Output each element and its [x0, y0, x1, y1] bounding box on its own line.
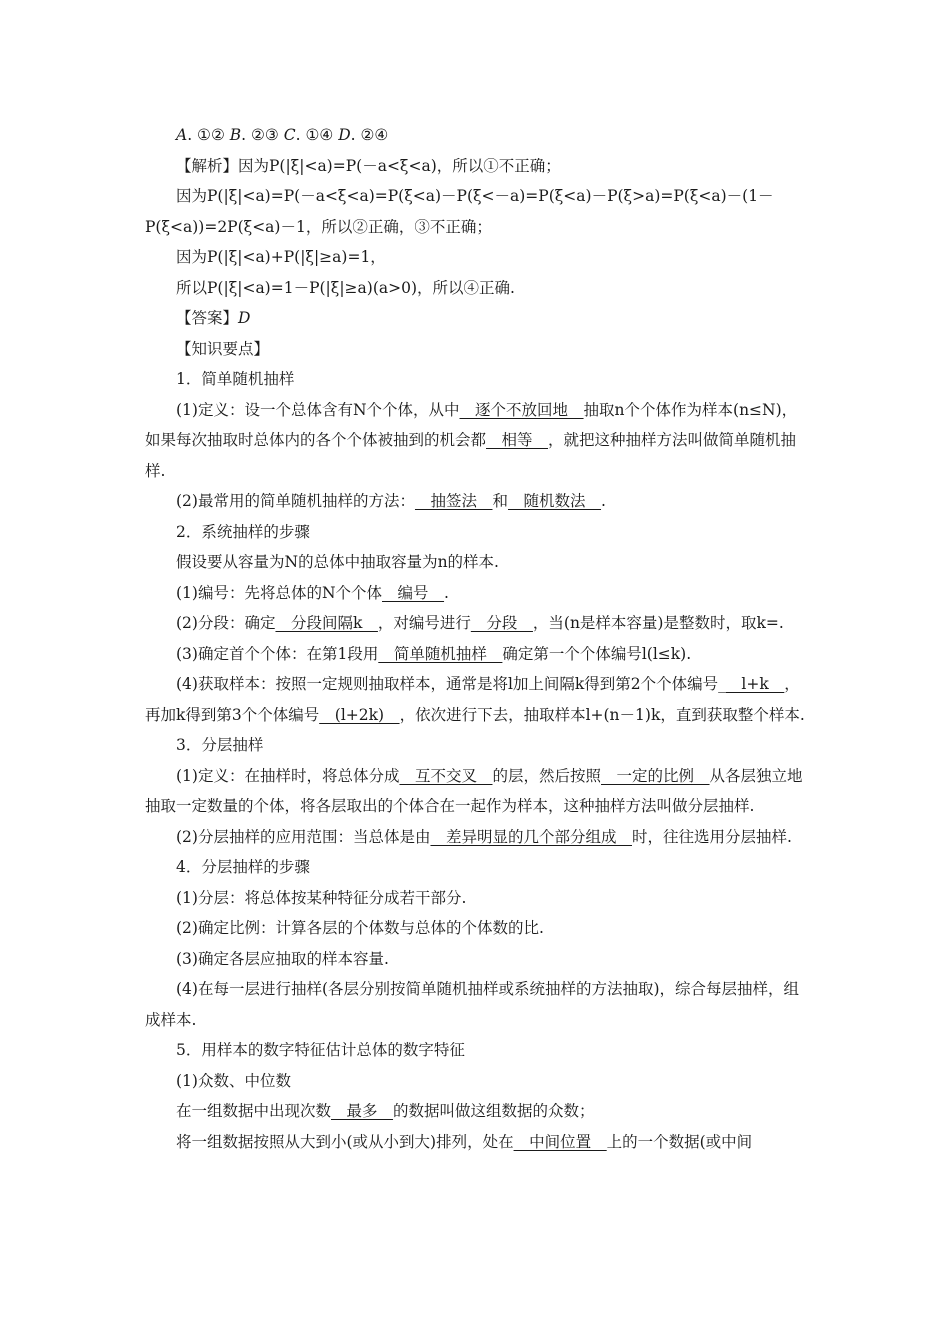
text-segment: 【知识要点】 — [176, 339, 270, 358]
para-2-2 — [145, 608, 810, 639]
text-segment: (2)分段：确定 — [176, 614, 276, 632]
analysis-line-1 — [145, 151, 810, 182]
text-segment: 因为P(|ξ|<a)=P(－a<ξ<a)=P(ξ<a)－P(ξ<－a)=P(ξ<a)－P(ξ>a)=P(ξ<a)－(1－P(ξ<a))=2P(ξ<a)－1，所以②正确，③不正确； — [145, 187, 774, 236]
text-segment: (1)分层：将总体按某种特征分成若干部分. — [176, 888, 467, 907]
text-segment: 3．分层抽样 — [176, 736, 264, 754]
para-1-2 — [145, 486, 810, 517]
text-segment: (4)在每一层进行抽样(各层分别按简单随机抽样或系统抽样的方法抽取)，综合每层抽样，组成样本. — [145, 980, 800, 1029]
para-3-2 — [145, 822, 810, 853]
text-segment: 上的一个数据(或中间 — [606, 1132, 753, 1151]
text-segment: D — [338, 126, 351, 144]
text-segment: (2)分层抽样的应用范围：当总体是由 — [176, 827, 431, 846]
answer-blank: __互不交叉__ — [399, 766, 493, 785]
answer-blank: __编号__ — [382, 583, 445, 602]
para-1-1 — [145, 395, 810, 487]
text-segment: 5．用样本的数字特征估计总体的数字特征 — [176, 1041, 465, 1059]
answer-blank: __l+k__ — [725, 675, 785, 693]
para-2-3 — [145, 639, 810, 670]
heading-1 — [145, 364, 810, 395]
text-segment: 的层，然后按照 — [492, 766, 601, 785]
text-segment: 4．分层抽样的步骤 — [176, 858, 310, 876]
text-segment: 将一组数据按照从大到小(或从小到大)排列，处在 — [176, 1132, 514, 1151]
text-segment: 【答案】 — [176, 309, 239, 327]
text-segment: . ①② — [187, 126, 230, 144]
text-segment: (4)获取样本：按照一定规则抽取样本，通常是将l加上间隔k得到第2个个体编号_ — [176, 675, 726, 693]
text-segment: ，当(n是样本容量)是整数时，取k=. — [532, 614, 784, 632]
text-segment: ，依次进行下去，抽取样本l+(n－1)k，直到获取整个样本. — [399, 705, 805, 724]
heading-4 — [145, 852, 810, 883]
answer-blank: __一定的比例__ — [601, 766, 710, 785]
para-5-1 — [145, 1066, 810, 1097]
heading-5 — [145, 1035, 810, 1066]
para-3-1 — [145, 761, 810, 822]
answer-blank: __差异明显的几个部分组成__ — [430, 827, 632, 846]
analysis-line-3 — [145, 242, 810, 273]
heading-3 — [145, 730, 810, 761]
choices-line — [145, 120, 810, 151]
text-segment: . — [444, 583, 449, 602]
text-segment: C — [283, 126, 296, 144]
text-segment: 时，往往选用分层抽样. — [631, 827, 792, 846]
text-segment: (1)众数、中位数 — [176, 1071, 291, 1090]
para-4-3 — [145, 944, 810, 975]
text-segment: 【解析】因为P(|ξ|<a)=P(－a<ξ<a)，所以①不正确； — [176, 156, 561, 175]
text-segment: 抽取n个个体作为样本(n≤N)，如果每次抽取时总体内的各个个体被抽到的机会都 — [145, 400, 798, 449]
answer-blank: __相等__ — [486, 431, 549, 449]
text-segment: 所以P(|ξ|<a)=1－P(|ξ|≥a)(a>0)，所以④正确. — [176, 278, 515, 297]
para-4-4 — [145, 974, 810, 1035]
answer-blank: __随机数法__ — [508, 492, 602, 510]
para-4-2 — [145, 913, 810, 944]
heading-2 — [145, 517, 810, 548]
text-segment: ，就把这种抽样方法叫做简单随机抽样. — [145, 431, 797, 480]
text-segment: (2)确定比例：计算各层的个体数与总体的个体数的比. — [176, 919, 544, 937]
text-segment: (1)编号：先将总体的N个个体 — [176, 583, 383, 602]
text-segment: 2．系统抽样的步骤 — [176, 522, 310, 541]
text-segment: 确定第一个个体编号l(l≤k). — [502, 644, 692, 663]
text-segment: . ①④ — [295, 126, 339, 144]
answer-blank: __抽签法__ — [414, 492, 493, 510]
answer-blank: __(l+2k)__ — [319, 705, 400, 724]
document-body — [145, 120, 810, 1157]
text-segment: (3)确定首个个体：在第1段用 — [176, 644, 379, 663]
text-segment: 从各层独立地抽取一定数量的个体，将各层取出的个体合在一起作为样本，这种抽样方法叫做分层抽样. — [145, 766, 803, 815]
text-segment: (2)最常用的简单随机抽样的方法： — [176, 492, 415, 510]
text-segment: . ②③ — [241, 126, 284, 144]
text-segment: (1)定义：在抽样时，将总体分成 — [176, 766, 400, 785]
analysis-line-4 — [145, 273, 810, 304]
answer-line — [145, 303, 810, 334]
text-segment: D — [238, 309, 251, 327]
text-segment: B — [229, 126, 242, 144]
answer-blank: __中间位置__ — [513, 1132, 607, 1151]
para-2-1 — [145, 578, 810, 609]
text-segment: ，对编号进行 — [377, 614, 471, 632]
para-2-0 — [145, 547, 810, 578]
text-segment: 因为P(|ξ|<a)+P(|ξ|≥a)=1， — [176, 248, 386, 266]
text-segment: . — [601, 492, 606, 510]
answer-blank: __简单随机抽样__ — [378, 644, 503, 663]
text-segment: 1．简单随机抽样 — [176, 370, 295, 388]
answer-blank: __分段间隔k__ — [275, 614, 378, 632]
answer-blank: __最多__ — [331, 1102, 394, 1120]
para-5-2 — [145, 1096, 810, 1127]
text-segment: 和 — [492, 492, 508, 510]
analysis-line-2 — [145, 181, 810, 242]
text-segment: ，再加k得到第3个个体编号 — [145, 675, 800, 724]
answer-blank: __逐个不放回地__ — [459, 400, 584, 419]
text-segment: 假设要从容量为N的总体中抽取容量为n的样本. — [176, 553, 499, 571]
text-segment: . ②④ — [350, 126, 389, 144]
text-segment: (1)定义：设一个总体含有N个个体，从中 — [176, 400, 460, 419]
text-segment: 的数据叫做这组数据的众数； — [393, 1102, 595, 1120]
para-5-3 — [145, 1127, 810, 1158]
knowledge-heading — [145, 334, 810, 365]
answer-blank: __分段__ — [470, 614, 533, 632]
text-segment: 在一组数据中出现次数 — [176, 1102, 332, 1120]
text-segment: A — [176, 126, 188, 144]
text-segment: (3)确定各层应抽取的样本容量. — [176, 949, 389, 968]
para-2-4 — [145, 669, 810, 730]
para-4-1 — [145, 883, 810, 914]
